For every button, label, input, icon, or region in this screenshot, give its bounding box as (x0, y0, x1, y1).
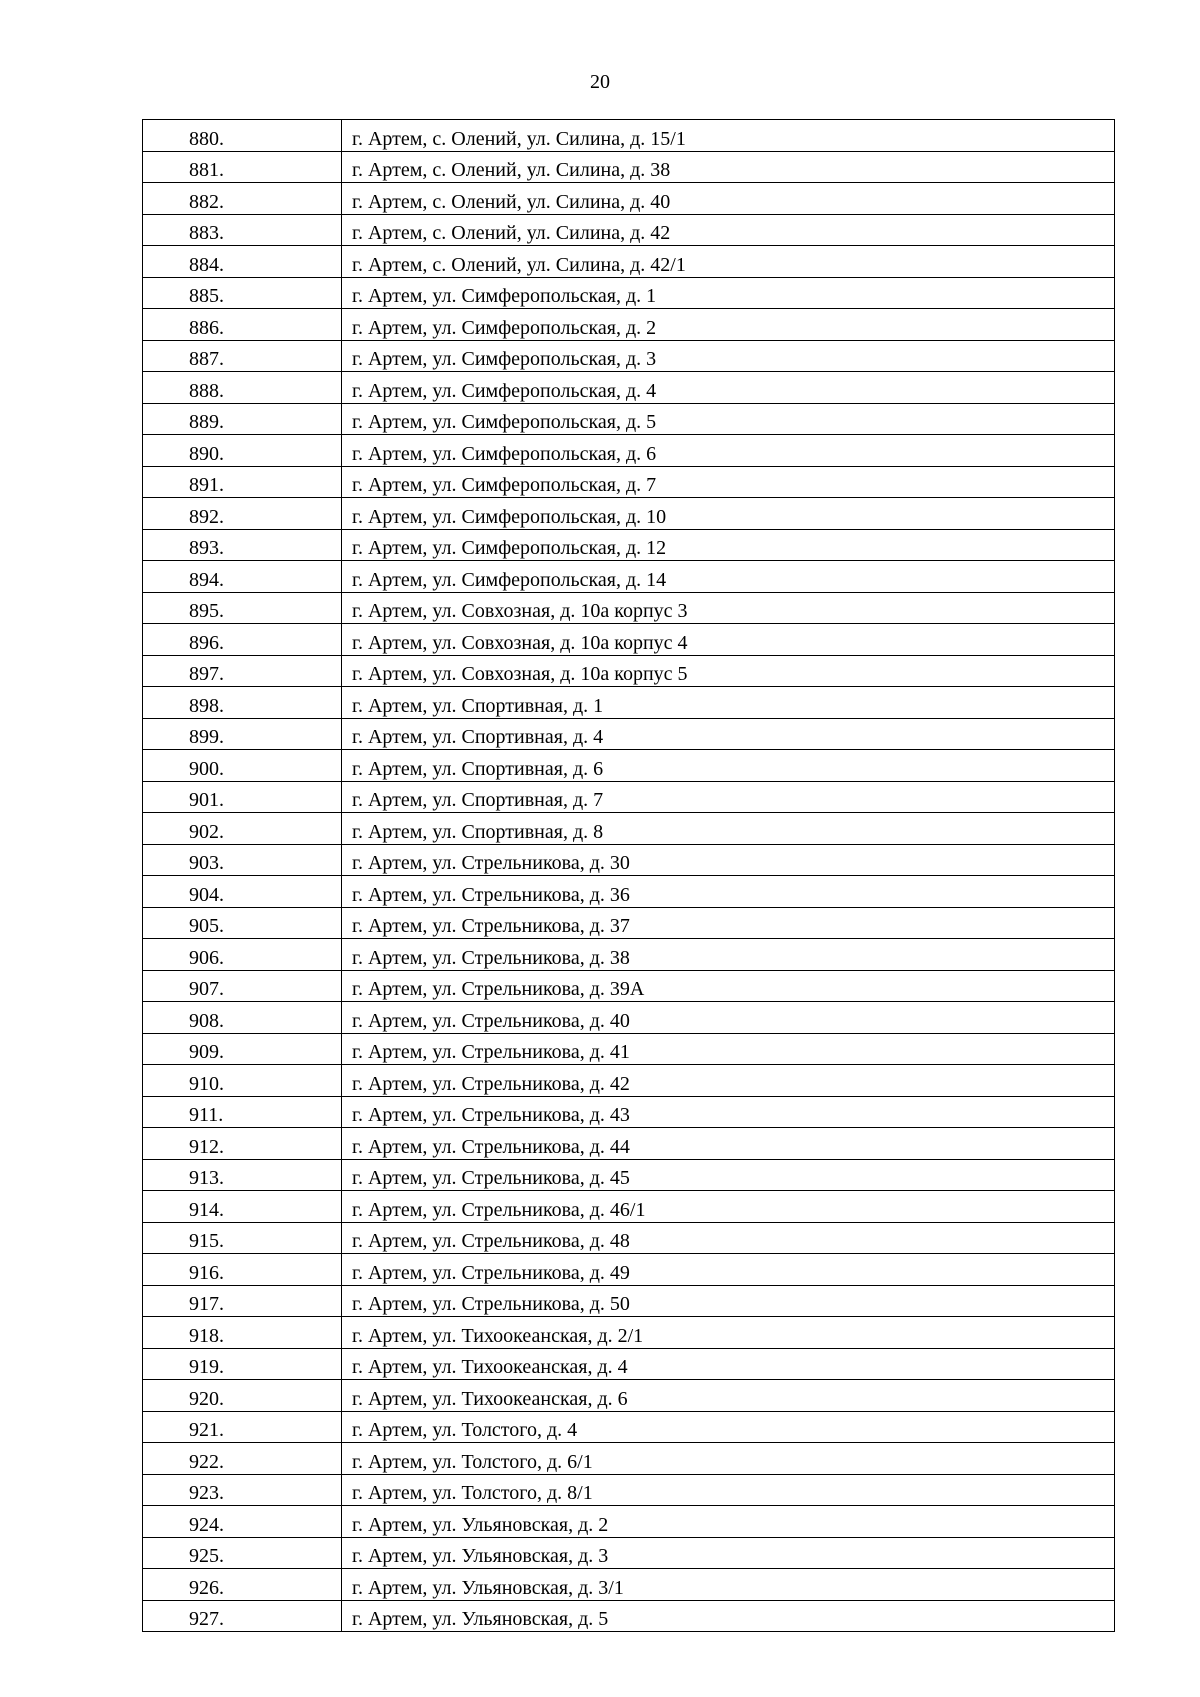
row-number: 908. (189, 1009, 224, 1032)
row-number-cell (143, 1128, 342, 1160)
address-cell (342, 655, 1115, 687)
row-number-cell (143, 529, 342, 561)
row-number: 896. (189, 631, 224, 654)
address-cell (342, 309, 1115, 341)
row-number: 894. (189, 568, 224, 591)
address-text: г. Артем, ул. Тихоокеанская, д. 4 (352, 1356, 628, 1378)
row-number: 914. (189, 1198, 224, 1221)
address-text: г. Артем, ул. Стрельникова, д. 40 (352, 1009, 630, 1032)
address-cell (342, 876, 1115, 908)
table-row (143, 435, 1115, 467)
row-number: 903. (189, 852, 224, 874)
row-number: 922. (189, 1450, 224, 1473)
address-text: г. Артем, ул. Толстого, д. 8/1 (352, 1482, 593, 1504)
address-cell (342, 120, 1115, 152)
address-cell (342, 1254, 1115, 1286)
address-cell (342, 1411, 1115, 1443)
address-cell (342, 970, 1115, 1002)
address-cell (342, 1285, 1115, 1317)
row-number-cell (143, 1033, 342, 1065)
row-number-cell (143, 309, 342, 341)
row-number-cell (143, 1222, 342, 1254)
table-row (143, 970, 1115, 1002)
row-number: 883. (189, 222, 224, 244)
row-number: 893. (189, 537, 224, 559)
address-text: г. Артем, ул. Симферопольская, д. 2 (352, 316, 657, 339)
row-number: 884. (189, 253, 224, 276)
address-text: г. Артем, ул. Стрельникова, д. 36 (352, 883, 630, 906)
address-text: г. Артем, ул. Тихоокеанская, д. 6 (352, 1387, 628, 1410)
address-text: г. Артем, ул. Спортивная, д. 6 (352, 757, 604, 780)
address-cell (342, 907, 1115, 939)
address-text: г. Артем, с. Олений, ул. Силина, д. 40 (352, 190, 671, 213)
address-text: г. Артем, ул. Стрельникова, д. 43 (352, 1104, 630, 1126)
address-cell (342, 561, 1115, 593)
row-number-cell (143, 1002, 342, 1034)
row-number: 901. (189, 789, 224, 811)
row-number-cell (143, 907, 342, 939)
row-number: 890. (189, 442, 224, 465)
address-text: г. Артем, ул. Ульяновская, д. 3/1 (352, 1576, 624, 1599)
table-row (143, 687, 1115, 719)
table-row (143, 1191, 1115, 1223)
address-text: г. Артем, ул. Стрельникова, д. 30 (352, 852, 630, 874)
row-number: 885. (189, 285, 224, 307)
row-number: 918. (189, 1324, 224, 1347)
row-number: 911. (189, 1104, 224, 1126)
address-cell (342, 687, 1115, 719)
table-row (143, 939, 1115, 971)
address-text: г. Артем, ул. Симферопольская, д. 1 (352, 285, 657, 307)
row-number-cell (143, 813, 342, 845)
row-number-cell (143, 1506, 342, 1538)
address-text: г. Артем, ул. Ульяновская, д. 3 (352, 1545, 609, 1567)
row-number-cell (143, 781, 342, 813)
address-text: г. Артем, ул. Симферопольская, д. 7 (352, 474, 657, 496)
address-text: г. Артем, ул. Симферопольская, д. 6 (352, 442, 657, 465)
address-text: г. Артем, ул. Толстого, д. 4 (352, 1419, 578, 1441)
address-text: г. Артем, ул. Симферопольская, д. 10 (352, 505, 667, 528)
row-number-cell (143, 340, 342, 372)
row-number: 880. (189, 127, 224, 150)
table-row (143, 876, 1115, 908)
row-number: 895. (189, 600, 224, 622)
table-row (143, 1443, 1115, 1475)
table-row (143, 1222, 1115, 1254)
address-text: г. Артем, ул. Спортивная, д. 8 (352, 820, 604, 843)
row-number-cell (143, 1065, 342, 1097)
address-cell (342, 1474, 1115, 1506)
table-row (143, 1285, 1115, 1317)
address-cell (342, 246, 1115, 278)
page-number: 20 (590, 71, 610, 93)
row-number: 926. (189, 1576, 224, 1599)
address-cell (342, 1222, 1115, 1254)
row-number-cell (143, 466, 342, 498)
row-number: 913. (189, 1167, 224, 1189)
table-row (143, 246, 1115, 278)
row-number-cell (143, 277, 342, 309)
address-cell (342, 435, 1115, 467)
address-text: г. Артем, ул. Спортивная, д. 1 (352, 694, 604, 717)
address-text: г. Артем, ул. Стрельникова, д. 37 (352, 915, 630, 937)
row-number-cell (143, 120, 342, 152)
row-number-cell (143, 970, 342, 1002)
address-text: г. Артем, ул. Толстого, д. 6/1 (352, 1450, 593, 1473)
address-cell (342, 466, 1115, 498)
row-number: 909. (189, 1041, 224, 1063)
address-cell (342, 624, 1115, 656)
row-number: 907. (189, 978, 224, 1000)
table-row (143, 309, 1115, 341)
row-number-cell (143, 655, 342, 687)
table-row (143, 624, 1115, 656)
address-cell (342, 592, 1115, 624)
address-text: г. Артем, с. Олений, ул. Силина, д. 42/1 (352, 253, 686, 276)
row-number-cell (143, 1600, 342, 1632)
row-number: 905. (189, 915, 224, 937)
row-number: 886. (189, 316, 224, 339)
address-cell (342, 498, 1115, 530)
address-text: г. Артем, ул. Стрельникова, д. 38 (352, 946, 630, 969)
row-number-cell (143, 435, 342, 467)
address-cell (342, 1191, 1115, 1223)
address-text: г. Артем, ул. Стрельникова, д. 49 (352, 1261, 630, 1284)
row-number-cell (143, 1537, 342, 1569)
address-text: г. Артем, ул. Стрельникова, д. 44 (352, 1135, 630, 1158)
table-row (143, 907, 1115, 939)
address-cell (342, 529, 1115, 561)
address-text: г. Артем, с. Олений, ул. Силина, д. 38 (352, 159, 671, 181)
address-cell (342, 781, 1115, 813)
table-row (143, 372, 1115, 404)
row-number: 917. (189, 1293, 224, 1315)
address-text: г. Артем, ул. Спортивная, д. 4 (352, 726, 604, 748)
address-cell (342, 750, 1115, 782)
row-number: 925. (189, 1545, 224, 1567)
address-cell (342, 183, 1115, 215)
row-number-cell (143, 214, 342, 246)
address-text: г. Артем, ул. Стрельникова, д. 41 (352, 1041, 630, 1063)
address-cell (342, 1537, 1115, 1569)
row-number: 923. (189, 1482, 224, 1504)
table-row (143, 655, 1115, 687)
table-row (143, 1033, 1115, 1065)
row-number: 924. (189, 1513, 224, 1536)
table-row (143, 1128, 1115, 1160)
row-number-cell (143, 1159, 342, 1191)
row-number: 888. (189, 379, 224, 402)
row-number: 920. (189, 1387, 224, 1410)
row-number: 881. (189, 159, 224, 181)
address-table-body (143, 120, 1115, 1632)
table-row (143, 1380, 1115, 1412)
row-number: 897. (189, 663, 224, 685)
row-number-cell (143, 1474, 342, 1506)
row-number-cell (143, 498, 342, 530)
address-text: г. Артем, ул. Симферопольская, д. 12 (352, 537, 667, 559)
row-number-cell (143, 561, 342, 593)
table-row (143, 1096, 1115, 1128)
address-cell (342, 1600, 1115, 1632)
row-number: 882. (189, 190, 224, 213)
table-row (143, 1411, 1115, 1443)
row-number: 887. (189, 348, 224, 370)
table-row (143, 750, 1115, 782)
address-cell (342, 1506, 1115, 1538)
address-cell (342, 718, 1115, 750)
address-cell (342, 939, 1115, 971)
address-cell (342, 1096, 1115, 1128)
table-row (143, 151, 1115, 183)
row-number-cell (143, 592, 342, 624)
address-text: г. Артем, ул. Симферопольская, д. 14 (352, 568, 667, 591)
table-row (143, 498, 1115, 530)
table-row (143, 214, 1115, 246)
table-row (143, 592, 1115, 624)
address-cell (342, 844, 1115, 876)
row-number: 900. (189, 757, 224, 780)
row-number: 904. (189, 883, 224, 906)
table-row (143, 813, 1115, 845)
row-number: 902. (189, 820, 224, 843)
address-cell (342, 1569, 1115, 1601)
address-cell (342, 277, 1115, 309)
address-text: г. Артем, с. Олений, ул. Силина, д. 42 (352, 222, 671, 244)
address-text: г. Артем, ул. Совхозная, д. 10а корпус 3 (352, 600, 688, 622)
table-row (143, 1600, 1115, 1632)
row-number-cell (143, 1254, 342, 1286)
address-cell (342, 1128, 1115, 1160)
address-text: г. Артем, ул. Стрельникова, д. 39А (352, 978, 645, 1000)
row-number-cell (143, 1317, 342, 1349)
row-number: 927. (189, 1608, 224, 1630)
table-row (143, 844, 1115, 876)
address-text: г. Артем, ул. Стрельникова, д. 45 (352, 1167, 630, 1189)
address-cell (342, 813, 1115, 845)
row-number: 919. (189, 1356, 224, 1378)
table-row (143, 718, 1115, 750)
table-row (143, 403, 1115, 435)
row-number-cell (143, 1411, 342, 1443)
table-row (143, 1537, 1115, 1569)
address-cell (342, 1033, 1115, 1065)
table-row (143, 1506, 1115, 1538)
table-row (143, 529, 1115, 561)
row-number-cell (143, 1380, 342, 1412)
table-row (143, 1348, 1115, 1380)
row-number-cell (143, 687, 342, 719)
address-cell (342, 1443, 1115, 1475)
address-text: г. Артем, ул. Стрельникова, д. 46/1 (352, 1198, 646, 1221)
row-number: 912. (189, 1135, 224, 1158)
address-cell (342, 1380, 1115, 1412)
address-text: г. Артем, ул. Симферопольская, д. 5 (352, 411, 657, 433)
address-text: г. Артем, ул. Совхозная, д. 10а корпус 5 (352, 663, 688, 685)
table-row (143, 1254, 1115, 1286)
table-row (143, 1065, 1115, 1097)
address-text: г. Артем, ул. Совхозная, д. 10а корпус 4 (352, 631, 688, 654)
row-number-cell (143, 1191, 342, 1223)
address-cell (342, 1348, 1115, 1380)
address-text: г. Артем, ул. Спортивная, д. 7 (352, 789, 604, 811)
row-number: 899. (189, 726, 224, 748)
row-number: 898. (189, 694, 224, 717)
row-number-cell (143, 151, 342, 183)
row-number-cell (143, 750, 342, 782)
address-cell (342, 151, 1115, 183)
address-cell (342, 1002, 1115, 1034)
row-number-cell (143, 718, 342, 750)
address-cell (342, 214, 1115, 246)
row-number-cell (143, 939, 342, 971)
address-text: г. Артем, ул. Стрельникова, д. 50 (352, 1293, 630, 1315)
table-row (143, 183, 1115, 215)
row-number: 892. (189, 505, 224, 528)
address-text: г. Артем, ул. Тихоокеанская, д. 2/1 (352, 1324, 644, 1347)
row-number: 916. (189, 1261, 224, 1284)
row-number-cell (143, 1348, 342, 1380)
table-row (143, 466, 1115, 498)
table-row (143, 1474, 1115, 1506)
table-row (143, 561, 1115, 593)
address-text: г. Артем, ул. Симферопольская, д. 4 (352, 379, 657, 402)
address-cell (342, 1159, 1115, 1191)
address-text: г. Артем, ул. Ульяновская, д. 2 (352, 1513, 609, 1536)
row-number-cell (143, 183, 342, 215)
table-row (143, 781, 1115, 813)
table-row (143, 120, 1115, 152)
row-number: 921. (189, 1419, 224, 1441)
row-number: 915. (189, 1230, 224, 1252)
address-text: г. Артем, ул. Стрельникова, д. 42 (352, 1072, 630, 1095)
table-row (143, 277, 1115, 309)
address-table (142, 119, 1115, 1632)
table-row (143, 1317, 1115, 1349)
address-cell (342, 372, 1115, 404)
row-number-cell (143, 403, 342, 435)
row-number-cell (143, 246, 342, 278)
row-number-cell (143, 876, 342, 908)
address-text: г. Артем, ул. Стрельникова, д. 48 (352, 1230, 630, 1252)
address-cell (342, 1065, 1115, 1097)
row-number-cell (143, 844, 342, 876)
row-number: 891. (189, 474, 224, 496)
row-number-cell (143, 1285, 342, 1317)
address-text: г. Артем, с. Олений, ул. Силина, д. 15/1 (352, 127, 686, 150)
address-text: г. Артем, ул. Ульяновская, д. 5 (352, 1608, 609, 1630)
table-row (143, 1569, 1115, 1601)
row-number-cell (143, 624, 342, 656)
row-number-cell (143, 1096, 342, 1128)
row-number: 906. (189, 946, 224, 969)
address-cell (342, 403, 1115, 435)
row-number: 889. (189, 411, 224, 433)
row-number-cell (143, 1443, 342, 1475)
table-row (143, 1002, 1115, 1034)
row-number-cell (143, 1569, 342, 1601)
table-row (143, 340, 1115, 372)
address-cell (342, 1317, 1115, 1349)
table-row (143, 1159, 1115, 1191)
row-number: 910. (189, 1072, 224, 1095)
address-text: г. Артем, ул. Симферопольская, д. 3 (352, 348, 657, 370)
address-cell (342, 340, 1115, 372)
row-number-cell (143, 372, 342, 404)
